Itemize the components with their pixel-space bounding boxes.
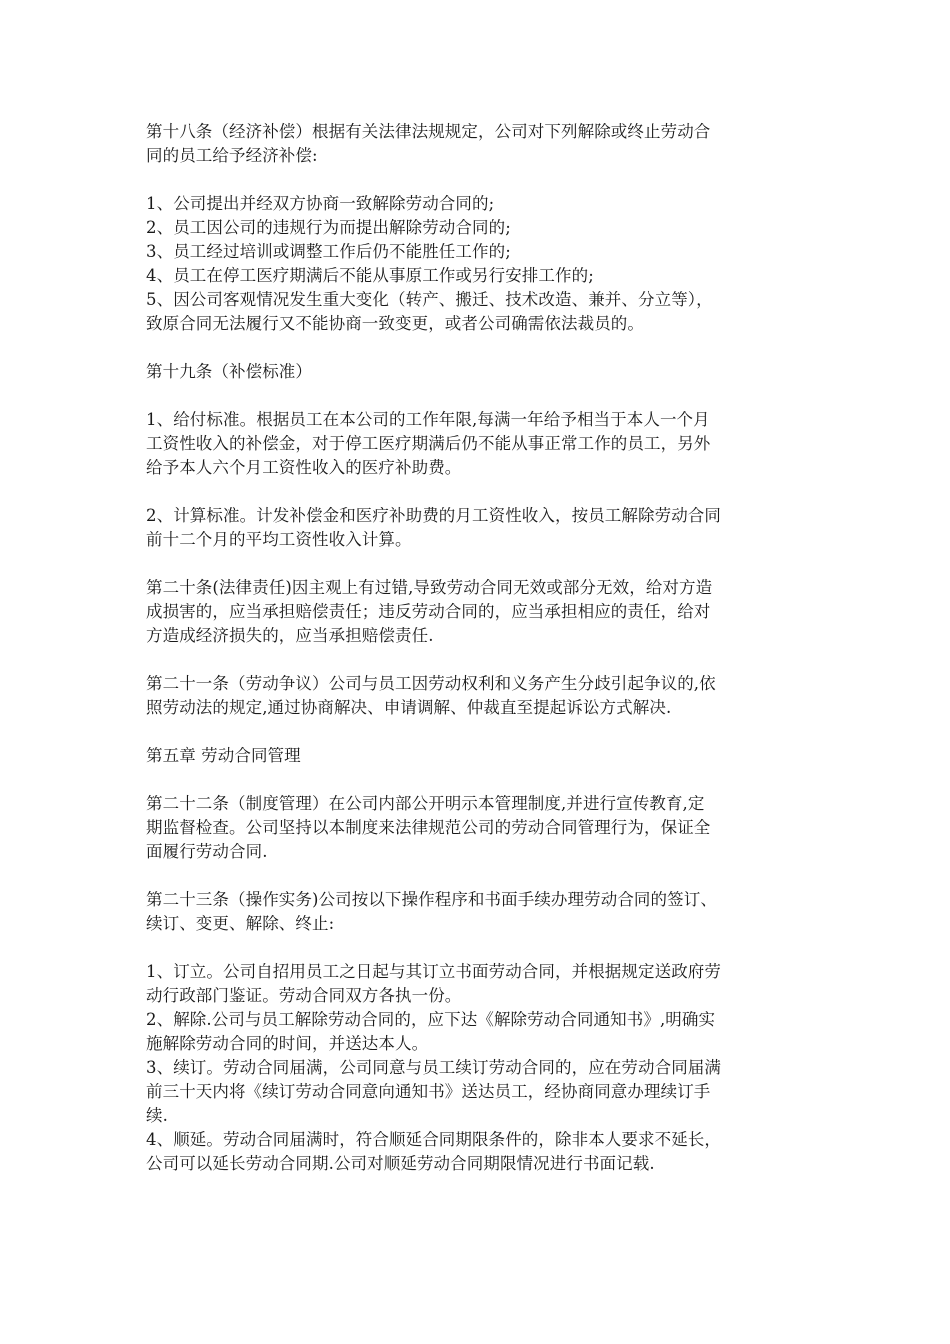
article-20: [146, 576, 811, 648]
list-item: 动行政部门鉴证。劳动合同双方各执一份。: [146, 986, 462, 1005]
paragraph-line: 给予本人六个月工资性收入的医疗补助费。: [146, 458, 462, 477]
list-item: 4、员工在停工医疗期满后不能从事原工作或另行安排工作的;: [146, 266, 594, 285]
article-18: [146, 120, 811, 168]
article-19-title: [146, 360, 811, 384]
article-23: [146, 888, 811, 936]
paragraph-line: 工资性收入的补偿金，对于停工医疗期满后仍不能从事正常工作的员工，另外: [146, 434, 711, 453]
paragraph-line: 期监督检查。公司坚持以本制度来法律规范公司的劳动合同管理行为，保证全: [146, 818, 711, 837]
list-item: 4、顺延。劳动合同届满时，符合顺延合同期限条件的，除非本人要求不延长，: [146, 1130, 721, 1149]
article-23-list: [146, 960, 811, 1176]
article-21: [146, 672, 811, 720]
article-18-line: 第十八条（经济补偿）根据有关法律法规规定，公司对下列解除或终止劳动合: [146, 122, 711, 141]
paragraph-line: 1、给付标准。根据员工在本公司的工作年限,每满一年给予相当于本人一个月: [146, 410, 710, 429]
paragraph-line: 成损害的，应当承担赔偿责任；违反劳动合同的，应当承担相应的责任，给对: [146, 602, 711, 621]
chapter-heading: 第五章 劳动合同管理: [146, 746, 301, 765]
chapter-5-heading: [146, 744, 811, 768]
paragraph-line: 第二十一条（劳动争议）公司与员工因劳动权利和义务产生分歧引起争议的,依: [146, 674, 716, 693]
paragraph-line: 第二十三条（操作实务)公司按以下操作程序和书面手续办理劳动合同的签订、: [146, 890, 717, 909]
paragraph-line: 前十二个月的平均工资性收入计算。: [146, 530, 412, 549]
paragraph-line: 第二十二条（制度管理）在公司内部公开明示本管理制度,并进行宣传教育,定: [146, 794, 705, 813]
list-item: 2、解除.公司与员工解除劳动合同的，应下达《解除劳动合同通知书》,明确实: [146, 1010, 716, 1029]
list-item: 致原合同无法履行又不能协商一致变更，或者公司确需依法裁员的。: [146, 314, 644, 333]
article-19-paragraph-1: [146, 408, 811, 480]
list-item: 5、因公司客观情况发生重大变化（转产、搬迁、技术改造、兼并、分立等），: [146, 290, 713, 309]
article-19-paragraph-2: [146, 504, 811, 552]
paragraph-line: 面履行劳动合同.: [146, 842, 268, 861]
list-item: 2、员工因公司的违规行为而提出解除劳动合同的;: [146, 218, 511, 237]
list-item: 3、员工经过培训或调整工作后仍不能胜任工作的;: [146, 242, 511, 261]
list-item: 前三十天内将《续订劳动合同意向通知书》送达员工，经协商同意办理续订手: [146, 1082, 711, 1101]
list-item: 1、公司提出并经双方协商一致解除劳动合同的;: [146, 194, 495, 213]
document-body: [146, 120, 811, 1200]
list-item: 3、续订。劳动合同届满，公司同意与员工续订劳动合同的，应在劳动合同届满: [146, 1058, 721, 1077]
article-18-line: 同的员工给予经济补偿:: [146, 146, 318, 165]
paragraph-line: 照劳动法的规定,通过协商解决、申请调解、仲裁直至提起诉讼方式解决.: [146, 698, 672, 717]
paragraph-line: 第二十条(法律责任)因主观上有过错,导致劳动合同无效或部分无效，给对方造: [146, 578, 713, 597]
paragraph-line: 续订、变更、解除、终止:: [146, 914, 335, 933]
paragraph-line: 2、计算标准。计发补偿金和医疗补助费的月工资性收入，按员工解除劳动合同: [146, 506, 721, 525]
article-18-list: [146, 192, 811, 336]
paragraph-line: 方造成经济损失的，应当承担赔偿责任.: [146, 626, 434, 645]
list-item: 施解除劳动合同的时间，并送达本人。: [146, 1034, 429, 1053]
list-item: 1、订立。公司自招用员工之日起与其订立书面劳动合同，并根据规定送政府劳: [146, 962, 721, 981]
section-heading: 第十九条（补偿标准）: [146, 362, 312, 381]
list-item: 续.: [146, 1106, 168, 1125]
article-22: [146, 792, 811, 864]
list-item: 公司可以延长劳动合同期.公司对顺延劳动合同期限情况进行书面记载.: [146, 1154, 655, 1173]
